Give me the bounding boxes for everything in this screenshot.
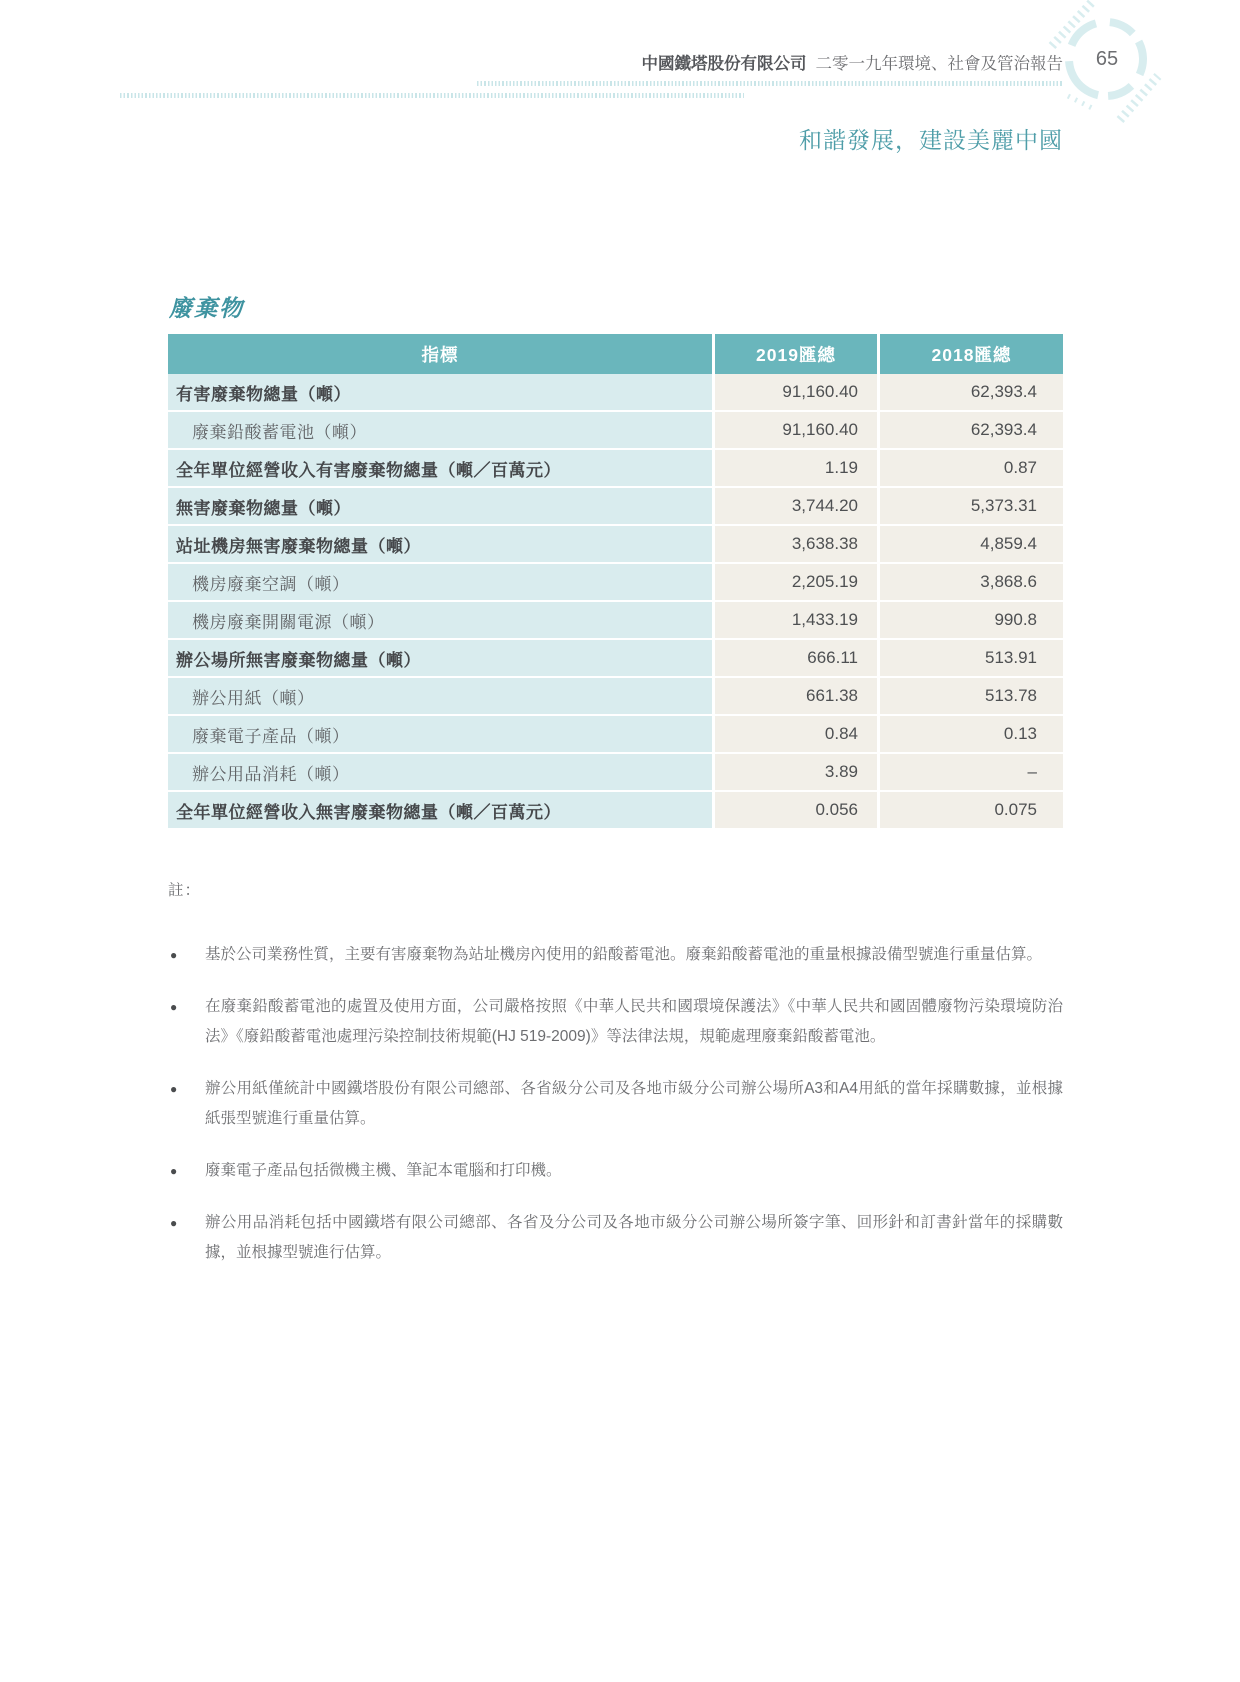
section-title: 廢棄物 — [169, 295, 244, 321]
company-name: 中國鐵塔股份有限公司 — [641, 55, 807, 73]
row-label: 無害廢棄物總量（噸） — [168, 488, 712, 526]
row-label: 廢棄電子產品（噸） — [168, 716, 712, 754]
row-value-2018: 4,859.4 — [877, 526, 1063, 564]
table-row — [168, 678, 1063, 716]
row-value-2018: 3,868.6 — [877, 564, 1063, 602]
table-row — [168, 754, 1063, 792]
row-value-2018: – — [877, 754, 1063, 792]
table-row — [168, 602, 1063, 640]
dotted-rule-bottom — [120, 93, 744, 98]
bullet-icon: ● — [170, 1216, 178, 1230]
bullet-icon: ● — [170, 1000, 178, 1014]
row-value-2019: 3,744.20 — [712, 488, 877, 526]
bullet-icon: ● — [170, 1082, 178, 1096]
row-value-2018: 513.78 — [877, 678, 1063, 716]
page-number: 65 — [1095, 47, 1119, 70]
note-text: 辦公用品消耗包括中國鐵塔有限公司總部、各省及分公司及各地市級分公司辦公場所簽字筆、回形針和訂書針當年的採購數據，並根據型號進行估算。 — [205, 1214, 1063, 1261]
row-label: 機房廢棄開關電源（噸） — [168, 602, 712, 640]
column-header-2018: 2018匯總 — [877, 334, 1063, 374]
bullet-icon: ● — [170, 1164, 178, 1178]
row-value-2019: 0.056 — [712, 792, 877, 828]
row-value-2018: 0.87 — [877, 450, 1063, 488]
note-item — [168, 940, 1063, 970]
row-label: 全年單位經營收入有害廢棄物總量（噸／百萬元） — [168, 450, 712, 488]
bullet-icon: ● — [170, 948, 178, 962]
row-value-2019: 661.38 — [712, 678, 877, 716]
table-row — [168, 374, 1063, 412]
row-value-2019: 1,433.19 — [712, 602, 877, 640]
row-value-2018: 0.13 — [877, 716, 1063, 754]
note-item — [168, 1208, 1063, 1268]
table-row — [168, 716, 1063, 754]
row-label: 辦公用紙（噸） — [168, 678, 712, 716]
row-label: 辦公場所無害廢棄物總量（噸） — [168, 640, 712, 678]
note-text: 廢棄電子產品包括微機主機、筆記本電腦和打印機。 — [205, 1162, 562, 1179]
dotted-rule-top — [477, 81, 1063, 86]
row-value-2018: 0.075 — [877, 792, 1063, 828]
column-header-indicator: 指標 — [168, 334, 712, 374]
report-title: 二零一九年環境、社會及管治報告 — [815, 55, 1063, 73]
waste-table — [168, 334, 1063, 828]
row-value-2018: 990.8 — [877, 602, 1063, 640]
row-value-2019: 0.84 — [712, 716, 877, 754]
notes-section — [168, 878, 1063, 1268]
row-label: 廢棄鉛酸蓄電池（噸） — [168, 412, 712, 450]
row-label: 有害廢棄物總量（噸） — [168, 374, 712, 412]
table-row — [168, 640, 1063, 678]
row-label: 站址機房無害廢棄物總量（噸） — [168, 526, 712, 564]
note-text: 辦公用紙僅統計中國鐵塔股份有限公司總部、各省級分公司及各地市級分公司辦公場所A3和A4用紙的當年採購數據，並根據紙張型號進行重量估算。 — [205, 1080, 1063, 1127]
row-value-2018: 62,393.4 — [877, 412, 1063, 450]
row-label: 機房廢棄空調（噸） — [168, 564, 712, 602]
page-number-badge — [1038, 0, 1170, 132]
row-value-2019: 3,638.38 — [712, 526, 877, 564]
note-text: 基於公司業務性質，主要有害廢棄物為站址機房內使用的鉛酸蓄電池。廢棄鉛酸蓄電池的重量根據設備型號進行重量估算。 — [205, 946, 1043, 963]
table-row — [168, 792, 1063, 828]
row-value-2018: 513.91 — [877, 640, 1063, 678]
row-label: 辦公用品消耗（噸） — [168, 754, 712, 792]
report-header — [642, 50, 1064, 74]
row-value-2019: 91,160.40 — [712, 374, 877, 412]
table-row — [168, 526, 1063, 564]
table-header-row — [168, 334, 1063, 374]
row-value-2019: 2,205.19 — [712, 564, 877, 602]
note-item — [168, 992, 1063, 1052]
waste-table-body — [168, 374, 1063, 828]
notes-list — [168, 940, 1063, 1268]
table-row — [168, 450, 1063, 488]
row-value-2018: 5,373.31 — [877, 488, 1063, 526]
row-label: 全年單位經營收入無害廢棄物總量（噸／百萬元） — [168, 792, 712, 828]
row-value-2019: 3.89 — [712, 754, 877, 792]
note-text: 在廢棄鉛酸蓄電池的處置及使用方面，公司嚴格按照《中華人民共和國環境保護法》《中華人民共和國固體廢物污染環境防治法》《廢鉛酸蓄電池處理污染控制技術規範(HJ 519-2009)》等法律法規，規範處理廢棄鉛酸蓄電池。 — [205, 998, 1063, 1045]
main-content — [168, 290, 1063, 1290]
table-row — [168, 564, 1063, 602]
row-value-2019: 666.11 — [712, 640, 877, 678]
column-header-2019: 2019匯總 — [712, 334, 877, 374]
table-row — [168, 488, 1063, 526]
table-row — [168, 412, 1063, 450]
row-value-2019: 91,160.40 — [712, 412, 877, 450]
chapter-tagline: 和諧發展，建設美麗中國 — [799, 127, 1063, 153]
note-item — [168, 1074, 1063, 1134]
note-item — [168, 1156, 1063, 1186]
row-value-2018: 62,393.4 — [877, 374, 1063, 412]
notes-label: 註： — [168, 882, 202, 899]
row-value-2019: 1.19 — [712, 450, 877, 488]
